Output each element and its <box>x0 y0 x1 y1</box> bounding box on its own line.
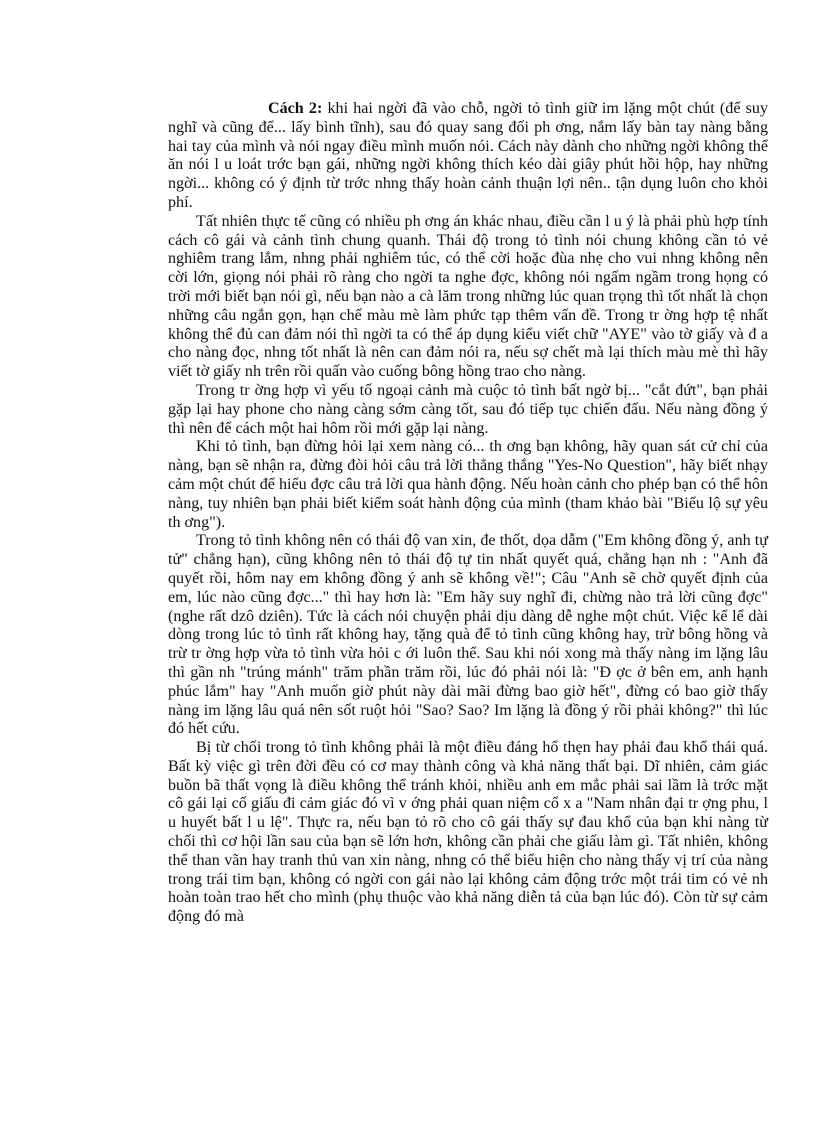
paragraph-text: khi hai ngời đã vào chỗ, ngời tỏ tình giữ im lặng một chút (để suy nghĩ và cũng để... lấy bình tĩnh), sau đó quay sang đối ph ơng, nắm lấy bàn tay nàng bằng hai tay của mình và nói ngay điều mình muốn nói. Cách này dành cho những ngời không thể ăn nói l u loát trớc bạn gái, những ngời không thích kéo dài giây phút hồi hộp, hay những ngời... không có ý định từ trớc nhng thấy hoàn cảnh thuận lợi nên.. tận dụng luôn cho khỏi phí. <box>168 100 768 211</box>
paragraph: Trong tr ờng hợp vì yếu tố ngoại cảnh mà cuộc tỏ tình bất ngờ bị... "cắt đứt", bạn phải gặp lại hay phone cho nàng càng sớm càng tốt, sau đó tiếp tục chiến đấu. Nếu nàng đồng ý thì nên để cách một hai hôm rồi mới gặp lại nàng. <box>168 381 768 437</box>
document-page <box>168 100 768 927</box>
paragraph-cach-2 <box>168 100 768 213</box>
paragraph: Khi tỏ tình, bạn đừng hỏi lại xem nàng có... th ơng bạn không, hãy quan sát cử chỉ của nàng, bạn sẽ nhận ra, đừng đòi hỏi câu trả lời thẳng thắng "Yes-No Question", hãy biết nhạy cảm một chút để hiểu đợc câu trả lời qua hành động. Nếu hoàn cảnh cho phép bạn có thể hôn nàng, tuy nhiên bạn phải biết kiểm soát hành động của mình (tham khảo bài "Biểu lộ sự yêu th ơng"). <box>168 438 768 531</box>
section-lead-label: Cách 2: <box>268 100 323 117</box>
paragraph: Tất nhiên thực tế cũng có nhiều ph ơng án khác nhau, điều cần l u ý là phải phù hợp tính cách cô gái và cảnh tình chung quanh. Thái độ trong tỏ tình nói chung không cần tỏ vẻ nghiêm trang lắm, nhng phải nghiêm túc, có thể cời hoặc đùa nhẹ cho vui nhng không nên cời lớn, giọng nói phải rõ ràng cho ngời ta nghe đợc, không nói ngấm ngầm trong họng có trời mới biết bạn nói gì, nếu bạn nào a cà lăm trong những lúc quan trọng thì tốt nhất là chọn những câu ngắn gọn, hạn chế màu mè làm phức tạp thêm vấn đề. Trong tr ờng hợp tệ nhất không thể đủ can đảm nói thì ngời ta có thể áp dụng kiểu viết chữ "AYE" vào tờ giấy và đ a cho nàng đọc, nhng tốt nhất là nên can đảm nói ra, nếu sợ chết mà lại thích màu mè thì hãy viết tờ giấy nh trên rồi quấn vào cuống bông hồng trao cho nàng. <box>168 212 768 381</box>
paragraph: Bị từ chối trong tỏ tình không phải là một điều đáng hổ thẹn hay phải đau khổ thái quá. Bất kỳ việc gì trên đời đều có cơ may thành công và khả năng thất bại. Dĩ nhiên, cảm giác buồn bã thất vọng là điều không thể tránh khỏi, nhiều anh em mắc phải sai lầm là trớc mặt cô gái lại cố giấu đi cảm giác đó vì v ớng phải quan niệm cổ x a "Nam nhân đại tr ợng phu, l u huyết bất l u lệ". Thực ra, nếu bạn tỏ rõ cho cô gái thấy sự đau khổ của bạn khi nàng từ chối thì cơ hội lần sau của bạn sẽ lớn hơn, không cần phải che giấu làm gì. Tất nhiên, không thể than vãn hay tranh thủ van xin nàng, nhng có thể biểu hiện cho nàng thấy vị trí của nàng trong trái tim bạn, không có ngời con gái nào lại không cảm động trớc một trái tim có vẻ nh hoàn toàn trao hết cho mình (phụ thuộc vào khả năng diễn tả của bạn lúc đó). Còn từ sự cảm động đó mà <box>168 739 768 926</box>
paragraph: Trong tỏ tình không nên có thái độ van xin, đe thốt, dọa dẫm ("Em không đồng ý, anh tự tử" chẳng hạn), cũng không nên tỏ thái độ tự tin nhất quyết quá, chẳng hạn nh : "Anh đã quyết rồi, hôm nay em không đồng ý anh sẽ không về!"; Câu "Anh sẽ chờ quyết định của em, lúc nào cũng đợc..." thì hay hơn là: "Em hãy suy nghĩ đi, chừng nào trả lời cũng đợc" (nghe rất dzô dziên). Tức là cách nói chuyện phải dịu dàng dễ nghe một chút. Việc kể lể dài dòng trong lúc tỏ tình rất không hay, tặng quà để tỏ tình cũng không hay, trừ bông hồng và trừ tr ờng hợp vừa tỏ tình vừa hỏi c ới luôn thể. Sau khi nói xong mà thấy nàng im lặng lâu thì gần nh "trúng mánh" trăm phần trăm rồi, lúc đó phải nói là: "Đ ợc ở bên em, anh hạnh phúc lắm" hay "Anh muốn giờ phút này dài mãi đừng bao giờ hết", đừng có bao giờ thấy nàng im lặng lâu quá nên sốt ruột hỏi "Sao? Sao? Im lặng là đồng ý rồi phải không?" thì lúc đó hết cứu. <box>168 532 768 738</box>
